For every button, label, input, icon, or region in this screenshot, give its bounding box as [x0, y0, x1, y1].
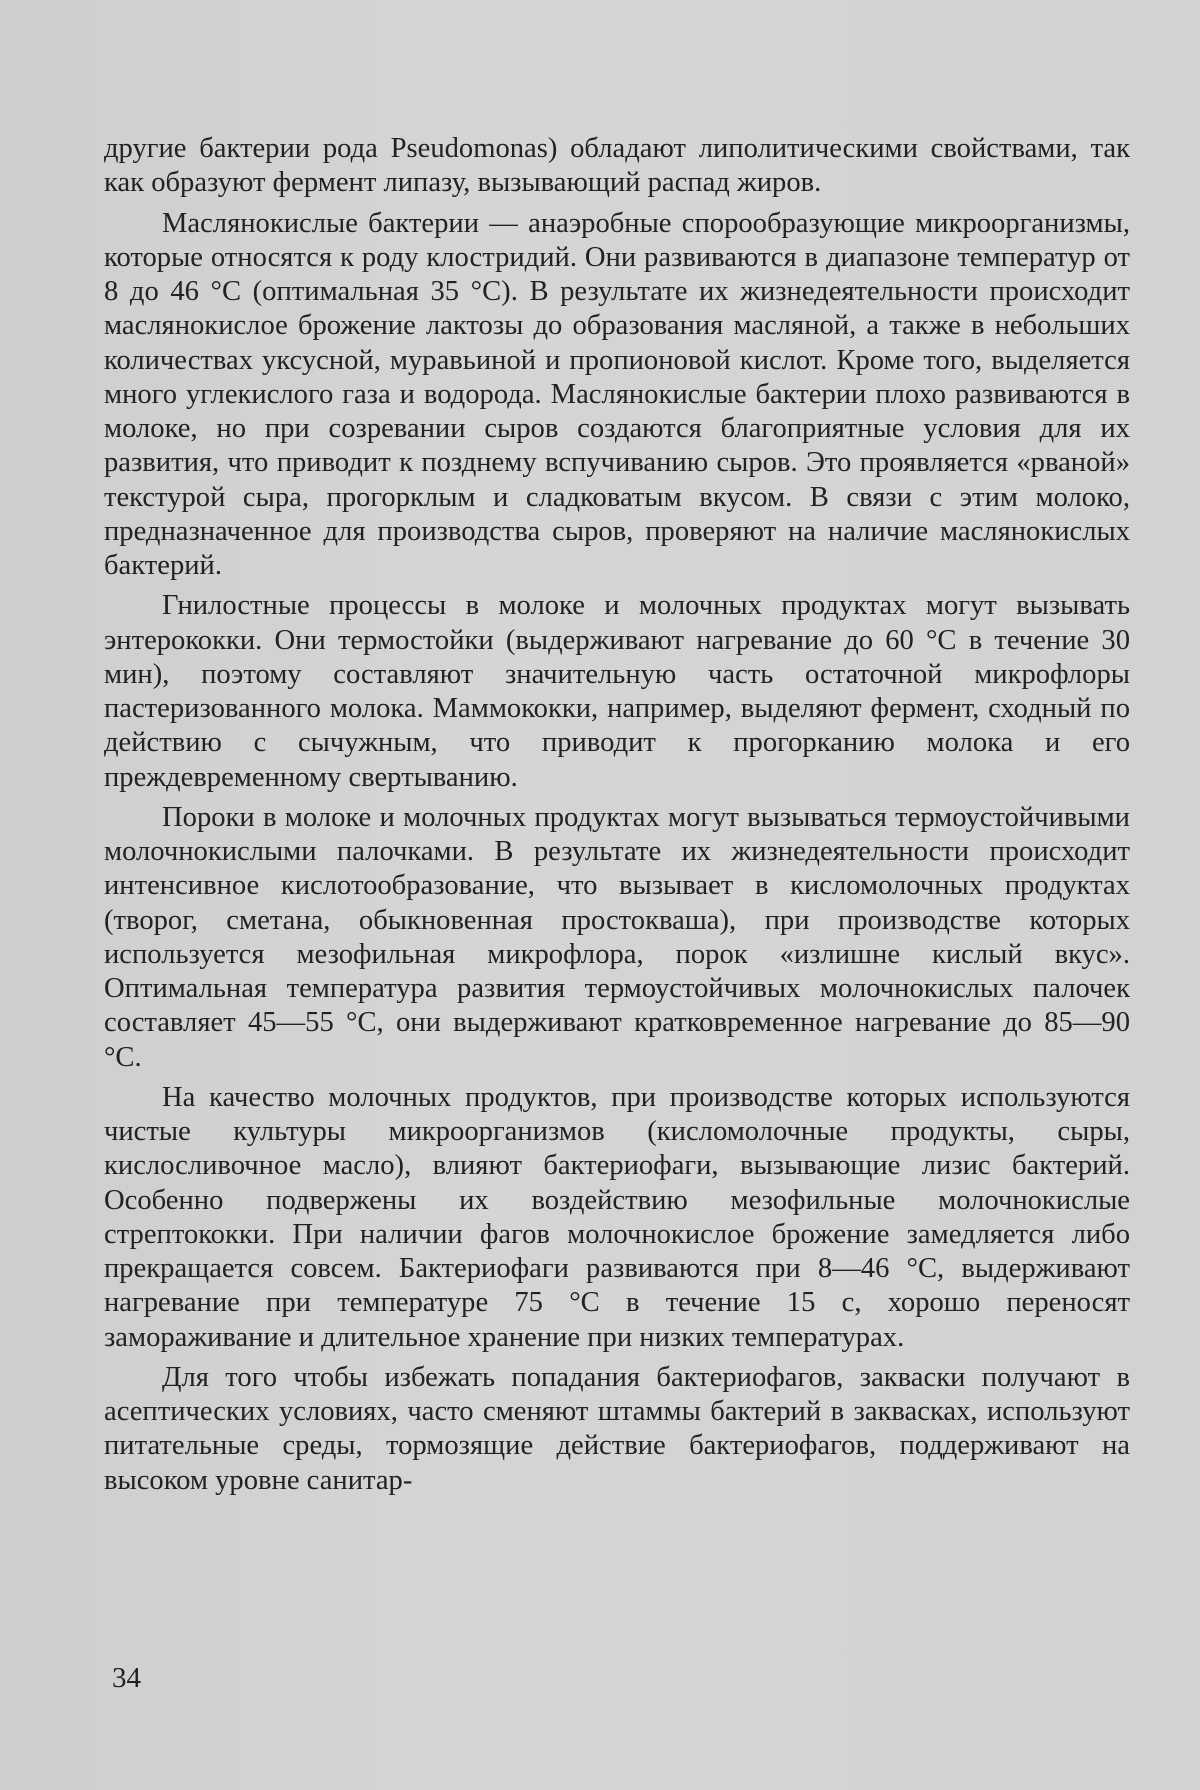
- paragraph-continuation: другие бактерии рода Pseudomonas) обладают липолитическими свойствами, так как образуют фермент липазу, вызывающий распад жиров.: [104, 133, 1130, 199]
- paragraph-bacteriophages: На качество молочных продуктов, при производстве которых используются чистые культуры микроорганизмов (кисломолочные продукты, сыры, кислосливочное масло), влияют бактериофаги, вызывающие лизис бактерий. Особенно подвержены их воздействию мезофильные молочнокислые стрептококки. При наличии фагов молочнокислое брожение замедляется либо прекращается совсем. Бактериофаги развиваются при 8—46 °С, выдерживают нагревание при температуре 75 °С в течение 15 с, хорошо переносят замораживание и длительное хранение при низких температурах.: [104, 1081, 1130, 1353]
- body-text: [104, 132, 1130, 1504]
- paragraph-butyric-bacteria: Маслянокислые бактерии — анаэробные спорообразующие микроорганизмы, которые относятся к роду клостридий. Они развиваются в диапазоне температур от 8 до 46 °С (оптимальная 35 °С). В результате их жизнедеятельности происходит маслянокислое брожение лактозы до образования масляной, а также в небольших количествах уксусной, муравьиной и пропионовой кислот. Кроме того, выделяется много углекислого газа и водорода. Маслянокислые бактерии плохо развиваются в молоке, но при созревании сыров создаются благоприятные условия для их развития, что приводит к позднему вспучиванию сыров. Это проявляется «рваной» текстурой сыра, прогорклым и сладковатым вкусом. В связи с этим молоко, предназначенное для производства сыров, проверяют на наличие маслянокислых бактерий.: [104, 207, 1130, 581]
- paragraph-putrefactive-processes: Гнилостные процессы в молоке и молочных продуктах могут вызывать энтерококки. Они термостойки (выдерживают нагревание до 60 °С в течение 30 мин), поэтому составляют значительную часть остаточной микрофлоры пастеризованного молока. Маммококки, например, выделяют фермент, сходный по действию с сычужным, что приводит к прогорканию молока и его преждевременному свертыванию.: [104, 590, 1130, 793]
- page-number: 34: [112, 1662, 141, 1694]
- paragraph-prevention: Для того чтобы избежать попадания бактериофагов, закваски получают в асептических условиях, часто сменяют штаммы бактерий в заквасках, используют питательные среды, тормозящие действие бактериофагов, поддерживают на высоком уровне санитар-: [104, 1361, 1130, 1496]
- paragraph-thermoresistant-bacilli: Пороки в молоке и молочных продуктах могут вызываться термоустойчивыми молочнокислыми палочками. В результате их жизнедеятельности происходит интенсивное кислотообразование, что вызывает в кисломолочных продуктах (творог, сметана, обыкновенная простокваша), при производстве которых используется мезофильная микрофлора, порок «излишне кислый вкус». Оптимальная температура развития термоустойчивых молочнокислых палочек составляет 45—55 °С, они выдерживают кратковременное нагревание до 85—90 °С.: [104, 801, 1130, 1073]
